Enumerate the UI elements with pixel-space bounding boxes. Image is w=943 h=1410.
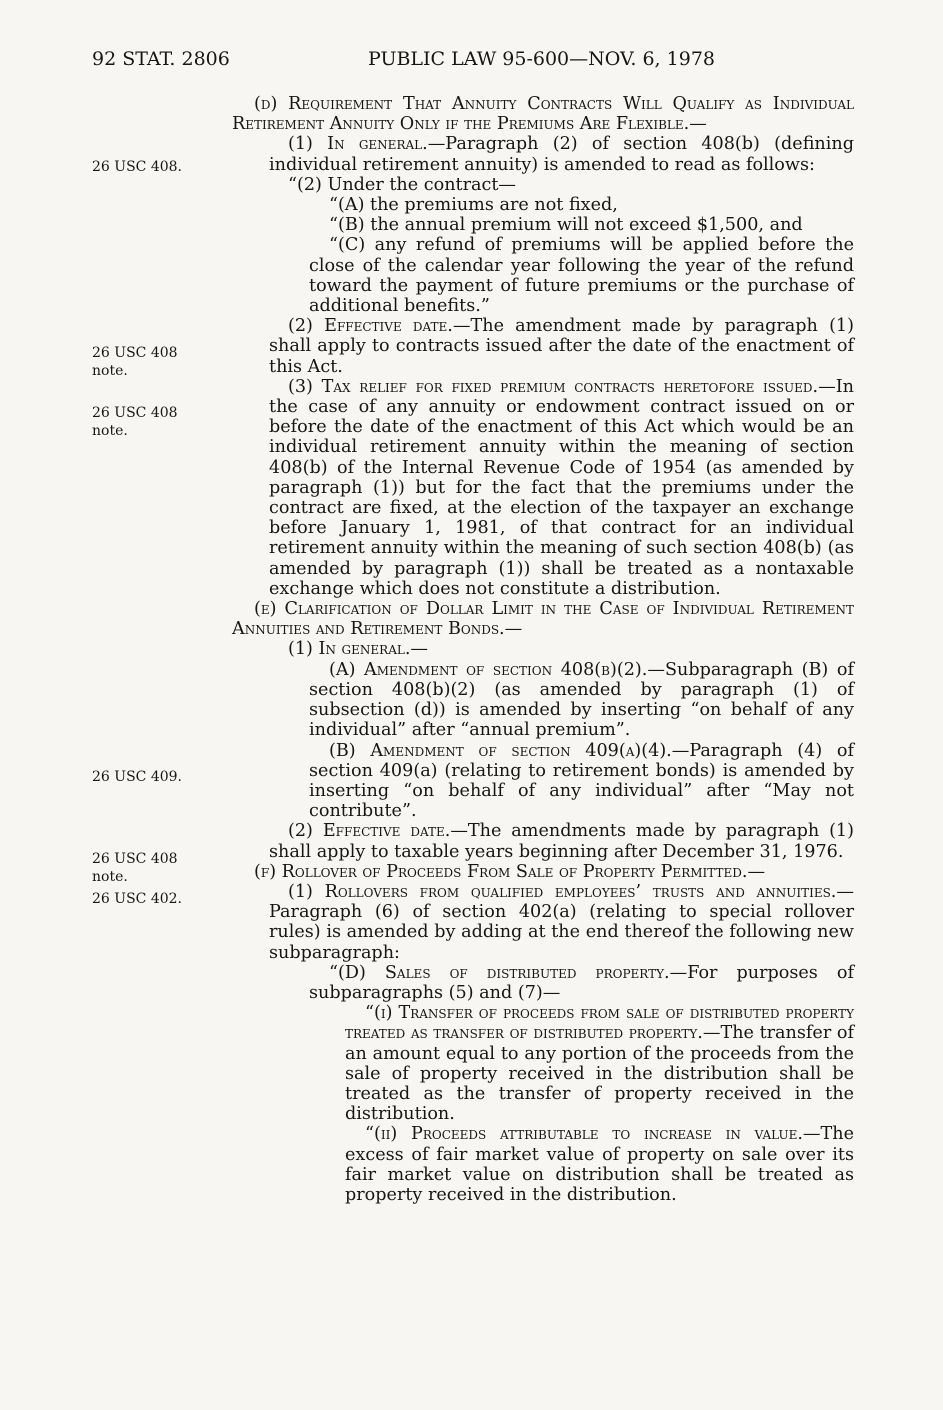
paragraph-d1: (1) In general.—Paragraph (2) of section 408(b) (defining individual retirement annuity) is amended to read as follows: [269,134,854,175]
paragraph-e1-heading: (1) In general.— [288,639,429,660]
page-header [92,48,852,78]
quoted-paragraph-2: “(2) Under the contract— [288,174,517,195]
subsection-f-heading: (f) Rollover of Proceeds From Sale of Property Permitted.— [254,861,766,882]
margin-note: 26 USC 408 [92,851,178,867]
paragraph-d3: (3) Tax relief for fixed premium contracts heretofore issued.—In the case of any annuity or endowment contract issued on or before the date of the enactment of this Act which would be an individual retirement annuity within the meaning of section 408(b) of the Internal Revenue Code of 1954 (as amended by paragraph (1)) but for the fact that the premiums under the contract are fixed, at the election of the taxpayer an exchange before January 1, 1981, of that contract for an individual retirement annuity within the meaning of such section 408(b) (as amended by paragraph (1)) shall be treated as a nontaxable exchange which does not constitute a distribution. [269,376,854,599]
margin-note: note. [92,363,128,379]
subsection-d-heading: (d) Requirement That Annuity Contracts Will Qualify as Individual Retirement Annuity Only if the Premiums Are Flexible.— [232,94,854,135]
paragraph-d2: (2) Effective date.—The amendment made by paragraph (1) shall apply to contracts issued after the date of the enactment of this Act. [269,316,854,377]
margin-note: 26 USC 402. [92,891,182,907]
margin-note: 26 USC 408. [92,159,182,175]
subparagraph-e1b: (B) Amendment of section 409(a)(4).—Paragraph (4) of section 409(a) (relating to retirement bonds) is amended by inserting “on behalf of any individual” after “May not contribute”. [309,740,854,822]
quoted-clause-ii: “(ii) Proceeds attributable to increase in value.—The excess of fair market value of property on sale over its fair market value on distribution shall be treated as property received in the distribution. [345,1124,854,1205]
statute-body [232,94,854,1205]
statute-page-number: 92 STAT. 2806 [92,48,230,70]
quoted-subparagraph-b: “(B) the annual premium will not exceed $1,500, and [329,215,803,236]
quoted-clause-i: “(i) Transfer of proceeds from sale of distributed property treated as transfer of distributed property.—The transfer of an amount equal to any portion of the proceeds from the sale of property received in the distribution shall be treated as the transfer of property received in the distribution. [345,1003,854,1125]
quoted-subparagraph-a: “(A) the premiums are not fixed, [329,195,618,216]
subparagraph-e1a: (A) Amendment of section 408(b)(2).—Subparagraph (B) of section 408(b)(2) (as amended by paragraph (1) of subsection (d)) is amended by inserting “on behalf of any individual” after “annual premium”. [309,659,855,741]
running-title: PUBLIC LAW 95-600—NOV. 6, 1978 [368,48,715,70]
margin-note: 26 USC 408 [92,345,178,361]
margin-note: note. [92,869,128,885]
margin-note: note. [92,423,128,439]
quoted-subparagraph-d: “(D) Sales of distributed property.—For purposes of subparagraphs (5) and (7)— [309,962,854,1003]
paragraph-e2: (2) Effective date.—The amendments made by paragraph (1) shall apply to taxable years beginning after December 31, 1976. [269,821,854,862]
paragraph-f1: (1) Rollovers from qualified employees’ trusts and annuities.—Paragraph (6) of section 402(a) (relating to special rollover rules) is amended by adding at the end thereof the following new subparagraph: [269,881,854,963]
quoted-subparagraph-c: “(C) any refund of premiums will be applied before the close of the calendar year following the year of the refund toward the payment of future premiums or the purchase of additional benefits.” [309,235,854,317]
margin-note: 26 USC 408 [92,405,178,421]
margin-note: 26 USC 409. [92,769,182,785]
subsection-e-heading: (e) Clarification of Dollar Limit in the Case of Individual Retirement Annuities and Retirement Bonds.— [232,599,854,640]
